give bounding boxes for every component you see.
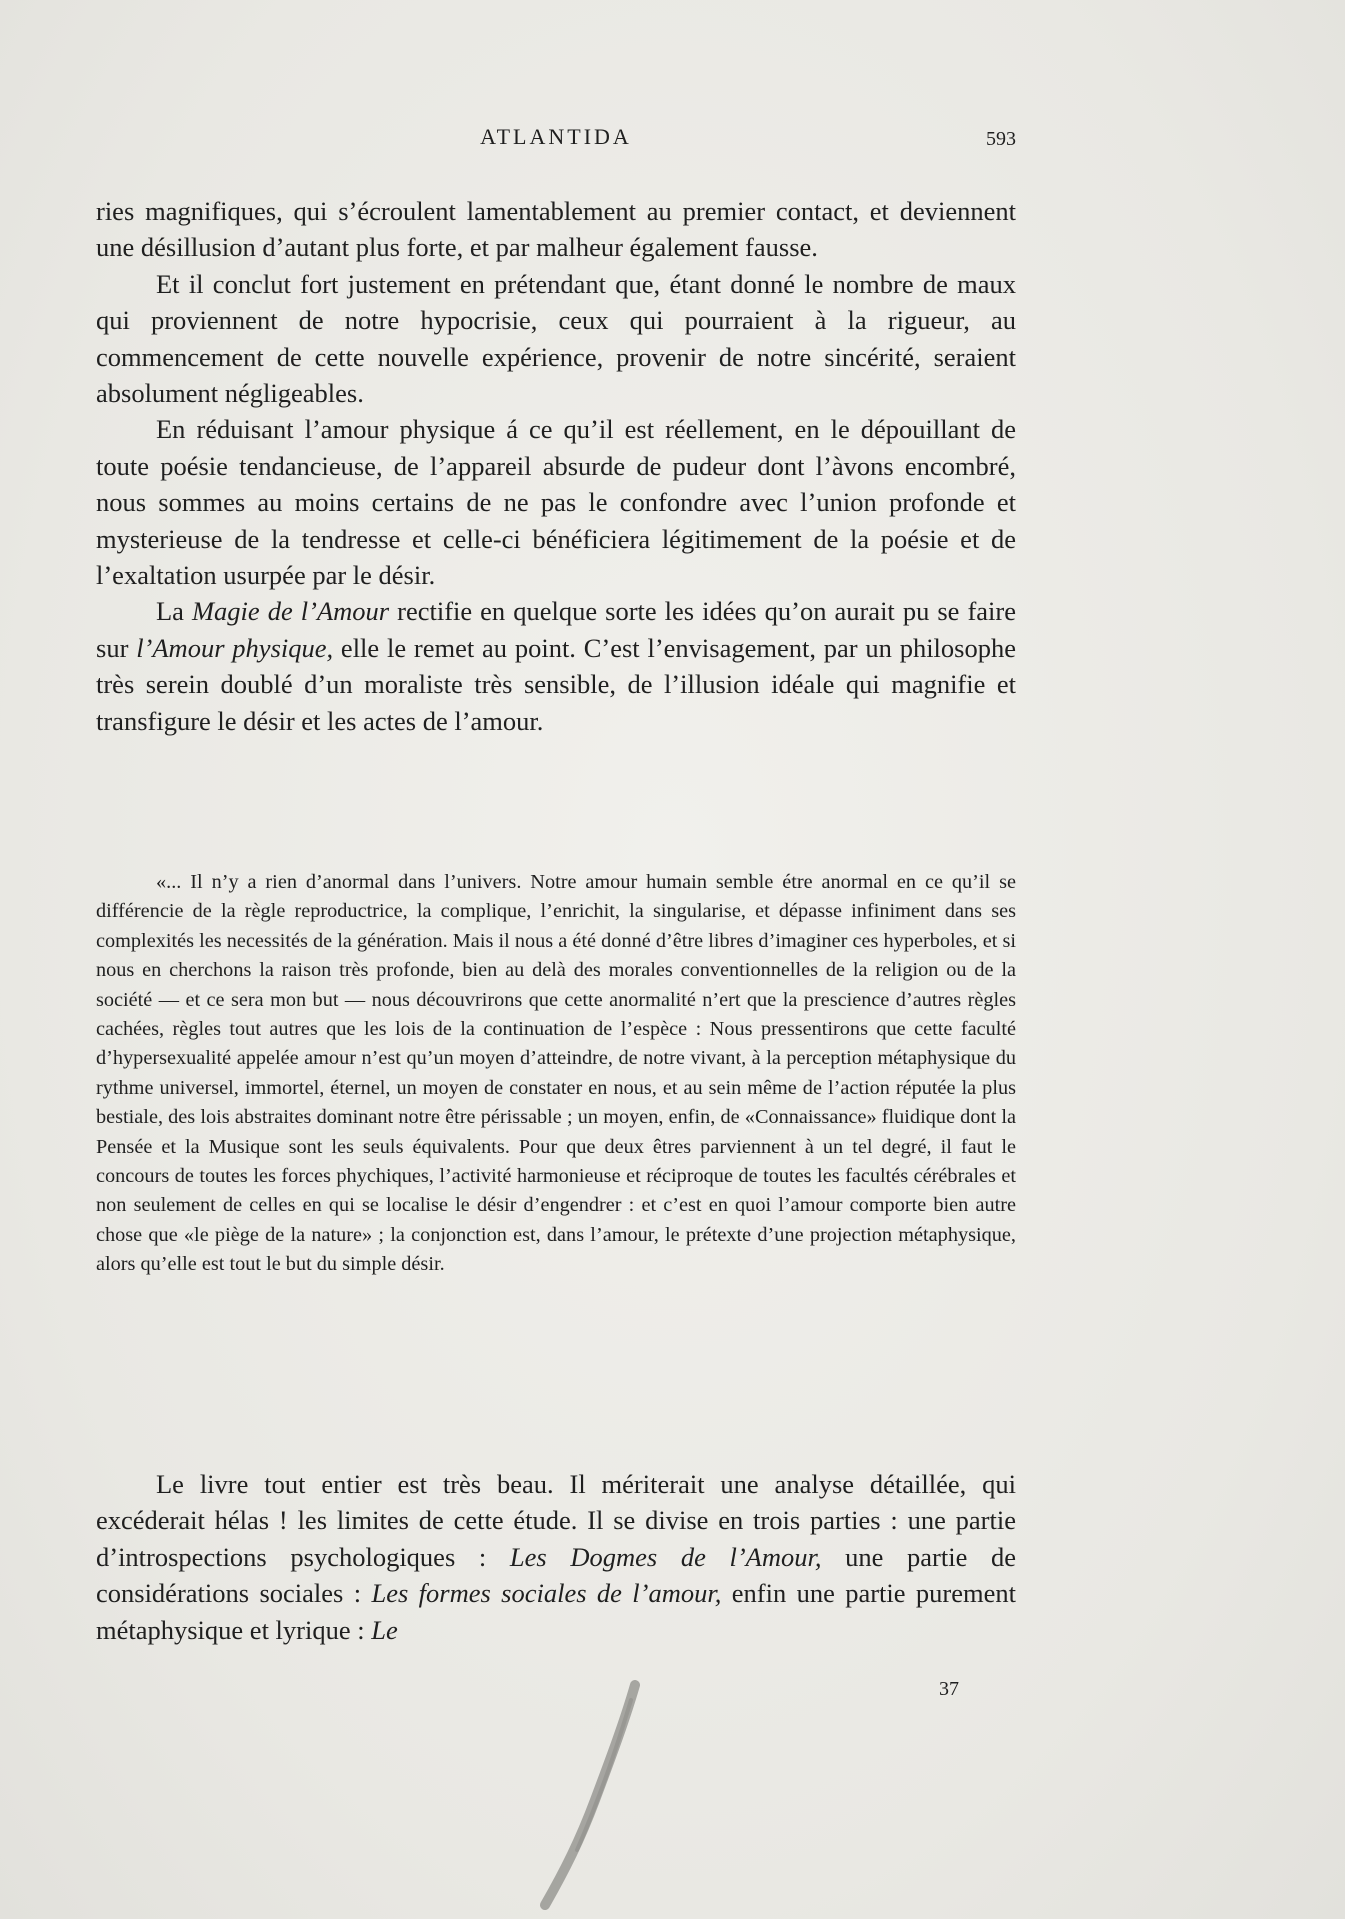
closing-text-3: enfin une partie purement métaphysique et lyrique :	[96, 1578, 1016, 1645]
closing-text-1: Le livre tout entier est très beau. Il mériterait une analyse détaillée, qui excéderait hélas ! les limites de cette étude. Il se divise en trois parties : une partie d’introspections psychologiques :	[96, 1469, 1016, 1572]
paragraph-1: ries magnifiques, qui s’écroulent lamentablement au premier contact, et deviennent une désillusion d’autant plus forte, et par malheur également fausse.	[96, 196, 1016, 263]
part-title-formes-sociales: Les formes sociales de l’amour,	[371, 1578, 722, 1609]
running-title: ATLANTIDA	[480, 124, 632, 149]
book-title-magie: Magie de l’Amour	[191, 596, 390, 627]
paragraph-3: En réduisant l’amour physique á ce qu’il est réellement, en le dépouillant de toute poésie tendancieuse, de l’appareil absurde de pudeur dont l’àvons encombré, nous sommes au moins certains de ne pas le confondre avec l’union profonde et mysterieuse de la tendresse et celle-ci bénéficiera légitimement de la poésie et de l’exaltation usurpée par le désir.	[96, 414, 1016, 591]
block-quote	[96, 868, 1016, 1280]
page-number: 593	[986, 128, 1016, 150]
page-header	[96, 124, 1016, 156]
paragraph-4-text-2: rectifie en quelque sorte les idées qu’on aurait pu se faire sur	[96, 596, 1016, 663]
paragraph-4-text-3: elle le remet au point. C’est l’envisagement, par un philosophe très serein doublé d’un moraliste très sensible, de l’illusion idéale qui magnifie et transfigure le désir et les actes de l’amour.	[96, 632, 1016, 736]
closing-text-2: une partie de considérations sociales :	[96, 1541, 1016, 1609]
ink-stroke-mark	[515, 1680, 675, 1910]
closing-paragraph	[96, 1466, 1016, 1648]
body-text	[96, 193, 1016, 739]
part-title-le: Le	[371, 1614, 398, 1645]
paragraph-2: Et il conclut fort justement en prétendant que, étant donné le nombre de maux qui proviennent de notre hypocrisie, ceux qui pourraient à la rigueur, au commencement de cette nouvelle expérience, provenir de notre sincérité, seraient absolument négligeables.	[96, 268, 1016, 409]
closing-text	[96, 1466, 1016, 1648]
paragraph-4-text-1: La	[156, 596, 192, 627]
part-title-dogmes: Les Dogmes de l’Amour,	[509, 1541, 822, 1572]
quote-text: «... Il n’y a rien d’anormal dans l’univers. Notre amour humain semble étre anormal en ce qu’il se différencie de la règle reproductrice, la complique, l’enrichit, la singularise, et dépasse infiniment dans ses complexités les necessités de la génération. Mais il nous a été donné d’être libres d’imaginer ces hyperboles, et si nous en cherchons la raison très profonde, bien au delà des morales conventionnelles de la religion ou de la société — et ce sera mon but — nous découvrirons que cette anormalité n’ert que la prescience d’autres règles cachées, règles tout autres que les lois de la continuation de l’espèce : Nous pressentirons que cette faculté d’hypersexualité appelée amour n’est qu’un moyen d’atteindre, de notre vivant, à la perception métaphysique du rythme universel, immortel, éternel, un moyen de constater en nous, et au sein même de l’action réputée la plus bestiale, des lois abstraites dominant notre être périssable ; un moyen, enfin, de «Connaissance» fluidique dont la Pensée et la Musique sont les seuls équivalents. Pour que deux êtres parviennent à un tel degré, il faut le concours de toutes les forces phychiques, l’activité harmonieuse et réciproque de toutes les facultés cérébrales et non seulement de celles en qui se localise le désir d’engendrer : et c’est en quoi l’amour comporte bien autre chose que «le piège de la nature» ; la conjonction est, dans l’amour, le prétexte d’une projection métaphysique, alors qu’elle est tout le but du simple désir.	[96, 871, 1016, 1276]
book-title-amour-physique: l’Amour physique,	[136, 632, 334, 663]
signature-mark: 37	[939, 1678, 959, 1700]
paragraph-4	[96, 593, 1016, 739]
